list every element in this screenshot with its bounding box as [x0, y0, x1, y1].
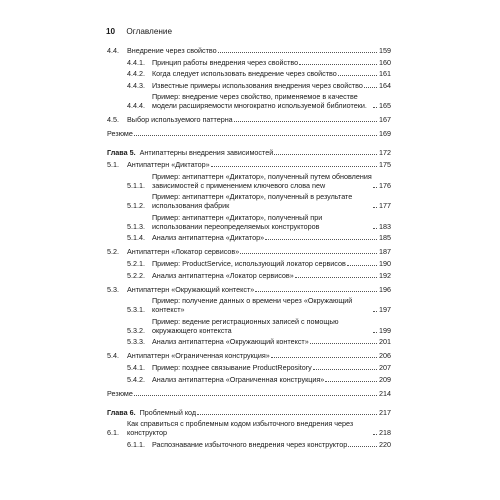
toc-page-number: 190	[379, 258, 391, 268]
toc-leader-dots	[348, 446, 377, 447]
toc-entry-number: 6.1.1.	[127, 439, 145, 449]
toc-entry	[107, 69, 391, 78]
toc-leader-dots	[313, 369, 377, 370]
toc-entry-title: Анализ антипаттерна «Ограниченная конструкция»	[152, 374, 325, 384]
toc-entry-body	[152, 375, 391, 384]
toc-entry-body	[152, 58, 391, 67]
toc-page-number: 159	[379, 46, 391, 55]
toc-leader-dots	[373, 107, 377, 108]
toc-entry-body	[127, 285, 391, 294]
toc-entry-number: 4.4.	[107, 46, 119, 55]
toc-leader-dots	[325, 381, 377, 382]
toc-leader-dots	[234, 121, 377, 122]
toc-leader-dots	[265, 239, 377, 240]
toc-entry-title: Анализ антипаттерна «Локатор сервисов»	[152, 270, 294, 280]
toc-leader-dots	[299, 64, 377, 65]
toc-entry-body	[152, 259, 391, 268]
toc-entry-title: Пример: внедрение через свойство, применяемое в качестве модели расширяемости многократно используемой библиотеки.	[152, 92, 367, 111]
toc-entry	[107, 419, 391, 437]
toc-entry-number: 5.2.2.	[127, 270, 145, 280]
toc-leader-dots	[295, 277, 377, 278]
toc-entry-title: Резюме	[107, 388, 133, 398]
toc-leader-dots	[197, 414, 377, 415]
toc-leader-dots	[373, 187, 377, 188]
toc-entry-number: 5.1.2.	[127, 201, 145, 211]
toc-entry-body	[127, 351, 391, 360]
toc-entry-number: 5.3.3.	[127, 337, 145, 347]
toc-page-number: 175	[379, 159, 391, 169]
toc-entry	[107, 337, 391, 346]
toc-entry-number: 5.4.	[107, 351, 119, 361]
toc-entry-number: 5.1.1.	[127, 180, 145, 190]
toc-page-number: 165	[379, 101, 391, 111]
toc-leader-dots	[271, 357, 377, 358]
table-of-contents	[107, 46, 391, 451]
toc-entry-title: Как справиться с проблемным кодом избыточного внедрения через конструктор	[127, 419, 354, 438]
toc-page-number: 206	[379, 351, 391, 361]
toc-page-number: 167	[379, 115, 391, 125]
toc-entry	[107, 440, 391, 449]
toc-entry-title: Анализ антипаттерна «Диктатор»	[152, 233, 265, 243]
toc-entry	[107, 92, 391, 110]
toc-entry-body	[152, 337, 391, 346]
toc-entry-body	[152, 81, 391, 90]
toc-entry	[107, 247, 391, 256]
toc-page-number: 161	[379, 69, 391, 79]
toc-entry-number: 5.4.2.	[127, 374, 145, 384]
toc-chapter-entry	[107, 148, 391, 157]
toc-entry	[107, 317, 391, 335]
toc-entry	[107, 115, 391, 124]
toc-entry	[107, 172, 391, 190]
toc-page-number: 214	[379, 388, 391, 398]
toc-leader-dots	[373, 311, 377, 312]
toc-entry-body	[127, 115, 391, 124]
toc-page-number: 183	[379, 221, 391, 231]
toc-entry-title: Принцип работы внедрения через свойство	[152, 57, 299, 67]
toc-entry	[107, 375, 391, 384]
toc-entry-body	[127, 160, 391, 169]
toc-entry	[107, 192, 391, 210]
page-number: 10	[106, 27, 116, 36]
toc-entry-title: Когда следует использовать внедрение через свойство	[152, 69, 337, 79]
toc-entry-title: Пример: ProductService, использующий локатор сервисов	[152, 258, 346, 268]
toc-entry-number: 6.1.	[107, 428, 119, 438]
toc-leader-dots	[274, 154, 377, 155]
toc-entry-number: 5.4.1.	[127, 362, 145, 372]
toc-entry-title: Антипаттерн «Окружающий контекст»	[127, 284, 255, 294]
toc-entry-number: 4.4.1.	[127, 57, 145, 67]
toc-entry-title: Резюме	[107, 129, 133, 139]
toc-leader-dots	[373, 228, 377, 229]
toc-entry-number: 4.4.3.	[127, 80, 145, 90]
toc-page-number: 207	[379, 362, 391, 372]
toc-entry-number: 5.3.1.	[127, 305, 145, 315]
toc-entry-number: 5.3.2.	[127, 325, 145, 335]
toc-leader-dots	[373, 207, 377, 208]
toc-entry	[107, 285, 391, 294]
toc-entry	[107, 58, 391, 67]
toc-entry-number: 5.1.4.	[127, 233, 145, 243]
toc-entry-number: 5.2.1.	[127, 258, 145, 268]
toc-leader-dots	[310, 343, 377, 344]
toc-leader-dots	[373, 332, 377, 333]
toc-entry	[107, 81, 391, 90]
toc-entry-body	[140, 148, 391, 157]
toc-entry-body	[140, 408, 391, 417]
toc-page-number: 176	[379, 180, 391, 190]
toc-entry-title: Антипаттерн «Диктатор»	[127, 159, 210, 169]
toc-leader-dots	[347, 265, 377, 266]
toc-entry	[107, 351, 391, 360]
toc-page-number: 209	[379, 374, 391, 384]
toc-entry-body	[152, 317, 391, 335]
toc-page-number: 217	[379, 407, 391, 417]
toc-entry-body	[152, 233, 391, 242]
toc-entry-number: 5.1.3.	[127, 221, 145, 231]
toc-entry-body	[152, 69, 391, 78]
toc-page-number: 177	[379, 201, 391, 211]
toc-page-number: 169	[379, 129, 391, 139]
toc-entry	[107, 46, 391, 55]
toc-entry-body	[152, 213, 391, 231]
toc-page-number: 160	[379, 57, 391, 67]
toc-page-number: 164	[379, 80, 391, 90]
toc-page-number: 220	[379, 439, 391, 449]
toc-entry-number: 4.5.	[107, 115, 119, 125]
toc-entry-title: Распознавание избыточного внедрения через конструктор	[152, 439, 348, 449]
toc-page-number: 197	[379, 305, 391, 315]
toc-leader-dots	[134, 135, 377, 136]
toc-entry-title: Антипаттерны внедрения зависимостей	[139, 148, 274, 158]
toc-entry-title: Проблемный код	[139, 407, 197, 417]
toc-leader-dots	[240, 253, 377, 254]
toc-leader-dots	[338, 75, 377, 76]
toc-entry-number: Глава 6.	[107, 407, 136, 417]
toc-entry-body	[152, 271, 391, 280]
toc-entry-title: Антипаттерн «Локатор сервисов»	[127, 247, 240, 257]
toc-leader-dots	[255, 291, 377, 292]
toc-entry	[107, 129, 391, 138]
page-header-title: Оглавление	[126, 27, 173, 36]
toc-page-number: 196	[379, 284, 391, 294]
toc-entry	[107, 271, 391, 280]
toc-entry-title: Пример: ведение регистрационных записей с помощью окружающего контекста	[152, 316, 339, 335]
toc-page-number: 192	[379, 270, 391, 280]
toc-page-number: 185	[379, 233, 391, 243]
toc-entry-body	[152, 296, 391, 314]
toc-page-number: 172	[379, 148, 391, 158]
toc-entry-title: Пример: антипаттерн «Диктатор», полученный путем обновления зависимостей с применением ключевого слова new	[152, 171, 372, 190]
toc-entry-title: Пример: антипаттерн «Диктатор», полученный при использовании переопределяемых конструкторов	[152, 212, 323, 231]
toc-entry-title: Пример: антипаттерн «Диктатор», полученный в результате использования фабрик	[152, 192, 353, 211]
toc-entry-number: 5.1.	[107, 159, 119, 169]
toc-entry-number: 4.4.2.	[127, 69, 145, 79]
toc-entry-number: Глава 5.	[107, 148, 136, 158]
toc-entry-number: 5.3.	[107, 284, 119, 294]
toc-entry-body	[127, 419, 391, 437]
toc-chapter-entry	[107, 408, 391, 417]
toc-entry-title: Антипаттерн «Ограниченная конструкция»	[127, 351, 270, 361]
toc-leader-dots	[364, 87, 377, 88]
toc-leader-dots	[134, 395, 377, 396]
toc-entry	[107, 389, 391, 398]
toc-entry-body	[152, 440, 391, 449]
toc-entry-body	[127, 46, 391, 55]
toc-page-number: 218	[379, 428, 391, 438]
toc-entry-body	[152, 172, 391, 190]
toc-entry	[107, 363, 391, 372]
toc-entry	[107, 160, 391, 169]
toc-entry	[107, 213, 391, 231]
toc-entry-body	[107, 129, 391, 138]
toc-leader-dots	[218, 52, 377, 53]
toc-entry-number: 5.2.	[107, 247, 119, 257]
toc-leader-dots	[373, 434, 377, 435]
toc-page-number: 201	[379, 337, 391, 347]
toc-entry	[107, 296, 391, 314]
toc-leader-dots	[211, 166, 377, 167]
toc-entry-body	[152, 363, 391, 372]
toc-entry-body	[152, 192, 391, 210]
toc-entry-body	[152, 92, 391, 110]
toc-entry-title: Выбор используемого паттерна	[127, 115, 233, 125]
toc-entry	[107, 233, 391, 242]
toc-entry-number: 4.4.4.	[127, 101, 145, 111]
toc-entry-title: Анализ антипаттерна «Окружающий контекст»	[152, 337, 309, 347]
toc-entry-body	[107, 389, 391, 398]
page-header	[106, 27, 172, 37]
toc-page-number: 187	[379, 247, 391, 257]
toc-entry-title: Известные примеры использования внедрения через свойство	[152, 80, 363, 90]
toc-entry-title: Внедрение через свойство	[127, 46, 217, 55]
toc-entry-title: Пример: позднее связывание ProductRepository	[152, 362, 312, 372]
toc-entry-body	[127, 247, 391, 256]
toc-entry-title: Пример: получение данных о времени через «Окружающий контекст»	[152, 296, 353, 315]
toc-page-number: 199	[379, 325, 391, 335]
toc-entry	[107, 259, 391, 268]
